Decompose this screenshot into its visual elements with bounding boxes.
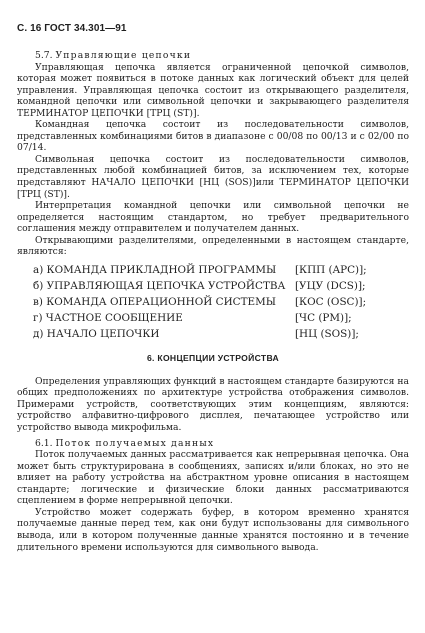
list-item-abbr: [КОС (OSC)]; (295, 295, 367, 308)
paragraph: Определения управляющих функций в настоящем стандарте базируются на общих предположениях по архитектуре устройства отображения символов. Примерами устройств, соответствующих этим концепциям, являются: устройство алфавитно-цифрового дисплея, печатающее устройство или устройство вывода микрофильма. (17, 375, 409, 434)
list-item-abbr: [НЦ (SOS)]; (295, 327, 359, 340)
chapter-6-title: 6. КОНЦЕПЦИИ УСТРОЙСТВА (146, 352, 280, 363)
list-item-text: а) КОМАНДА ПРИКЛАДНОЙ ПРОГРАММЫ (33, 263, 277, 276)
paragraph: Открывающими разделителями, определенными в настоящем стандарте, являются: (17, 234, 409, 258)
list-item (17, 310, 409, 326)
list-item (17, 326, 409, 342)
list-item (17, 294, 409, 310)
section-6-1-heading (17, 438, 409, 450)
list-item-abbr: [УЦУ (DCS)]; (295, 279, 366, 292)
paragraph: Символьная цепочка состоит из последовательности символов, представленных любой комбинацией битов, за исключением тех, которые представляют НАЧАЛО ЦЕПОЧКИ [НЦ (SOS)]или ТЕРМИНАТОР ЦЕПОЧКИ [ТРЦ (ST)]. (17, 153, 409, 200)
paragraph: Командная цепочка состоит из последовательности символов, представленных комбинациями битов в диапазоне с 00/08 по 00/13 и с 02/00 по 07/14. (17, 119, 409, 154)
section-number: 6.1. (35, 437, 53, 449)
list-item-text: б) УПРАВЛЯЮЩАЯ ЦЕПОЧКА УСТРОЙСТВА (33, 279, 286, 292)
paragraph: Устройство может содержать буфер, в котором временно хранятся получаемые данные перед тем, как они будут использованы для символьного вывода, или в котором полученные данные хранятся постоянно и в течение длительного времени используются для символьного вывода. (17, 506, 409, 553)
section-5-7-heading (17, 50, 409, 62)
list-item (17, 262, 409, 278)
list-item-abbr: [ЧС (PM)]; (295, 311, 352, 324)
list-item-text: д) НАЧАЛО ЦЕПОЧКИ (33, 327, 160, 340)
list-item-abbr: [КПП (APC)]; (295, 263, 367, 276)
paragraph: Интерпретация командной цепочки или символьной цепочки не определяется настоящим стандартом, но требует предварительного соглашения между отправителем и получателем данных. (17, 200, 409, 235)
paragraph: Управляющая цепочка является ограниченной цепочкой символов, которая может появиться в потоке данных как логический объект для целей управления. Управляющая цепочка состоит из открывающего разделителя, командной цепочки или символьной цепочки и закрывающего разделителя ТЕРМИНАТОР ЦЕПОЧКИ [ТРЦ (ST)]. (17, 61, 409, 119)
paragraph: Поток получаемых данных рассматривается как непрерывная цепочка. Она может быть структурирована в сообщениях, записях и/или блоках, но это не влияет на работу устройства на абстрактном уровне описания в настоящем стандарте; логические и физические блоки данных рассматриваются сцеплением в форме непрерывной цепочки. (17, 449, 409, 507)
page-header: С. 16 ГОСТ 34.301—91 (17, 23, 127, 34)
list-item-text: г) ЧАСТНОЕ СООБЩЕНИЕ (33, 311, 183, 324)
list-item-text: в) КОМАНДА ОПЕРАЦИОННОЙ СИСТЕМЫ (33, 295, 276, 308)
section-title: Поток получаемых данных (55, 437, 215, 449)
delimiter-list (17, 262, 409, 342)
list-item (17, 278, 409, 294)
section-title: Управляющие цепочки (55, 50, 192, 61)
document-page (17, 23, 409, 623)
section-number: 5.7. (35, 50, 53, 61)
